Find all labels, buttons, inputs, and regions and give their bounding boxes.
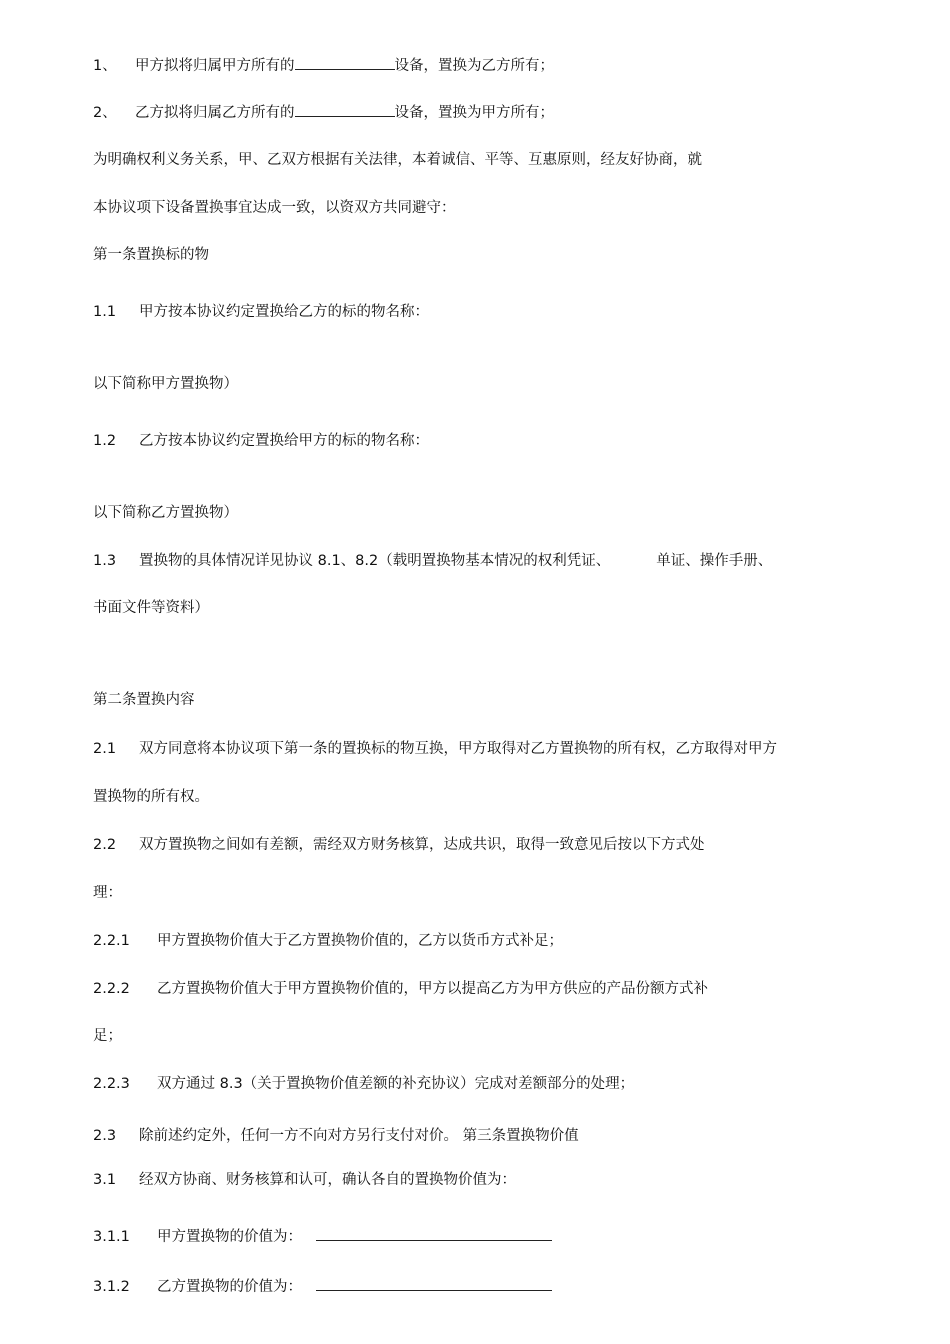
clause-text-post: 设备，置换为乙方所有； [394, 58, 554, 74]
section-number: 3.1.2 [93, 1279, 130, 1295]
clause-number: 1、 [93, 58, 117, 74]
value-blank-field[interactable] [316, 1276, 552, 1291]
section-2-3 [93, 1126, 579, 1146]
section-text: 乙方置换物价值大于甲方置换物价值的，甲方以提高乙方为甲方供应的产品份额方式补 [157, 981, 708, 997]
section-2-2 [93, 835, 705, 855]
section-text: 置换物的具体情况详见协议 8.1、8.2（载明置换物基本情况的权利凭证、 [139, 553, 611, 569]
section-text: 乙方按本协议约定置换给甲方的标的物名称： [139, 433, 429, 449]
section-number: 3.1.1 [93, 1229, 130, 1245]
section-number: 2.2 [93, 837, 117, 853]
section-number: 2.2.1 [93, 933, 130, 949]
blank-field[interactable] [295, 55, 395, 70]
section-number: 3.1 [93, 1172, 117, 1188]
article-1-heading: 第一条置换标的物 [93, 247, 209, 263]
section-text: 双方置换物之间如有差额，需经双方财务核算，达成共识，取得一致意见后按以下方式处 [139, 837, 705, 853]
section-text: 甲方按本协议约定置换给乙方的标的物名称： [139, 304, 429, 320]
section-number: 2.1 [93, 741, 117, 757]
blank-field[interactable] [295, 102, 395, 117]
section-2-2-3 [93, 1074, 634, 1094]
section-2-2-2-continuation: 足； [93, 1028, 122, 1044]
section-2-1 [93, 739, 777, 759]
section-number: 2.2.2 [93, 981, 130, 997]
section-2-2-2 [93, 979, 708, 999]
section-number: 1.3 [93, 553, 117, 569]
clause-number: 2、 [93, 105, 117, 121]
section-number: 2.3 [93, 1128, 117, 1144]
section-3-1-2 [93, 1276, 552, 1297]
section-2-2-continuation: 理： [93, 885, 122, 901]
section-text: 经双方协商、财务核算和认可，确认各自的置换物价值为： [139, 1172, 516, 1188]
section-number: 1.2 [93, 433, 117, 449]
section-text: 乙方置换物的价值为： [157, 1279, 302, 1295]
section-text: 甲方置换物的价值为： [157, 1229, 302, 1245]
section-1-1-continuation: 以下简称甲方置换物） [93, 376, 238, 392]
article-2-heading: 第二条置换内容 [93, 692, 195, 708]
section-3-1 [93, 1170, 516, 1190]
section-1-3 [93, 551, 772, 571]
section-2-1-continuation: 置换物的所有权。 [93, 789, 209, 805]
clause-text-post: 设备，置换为甲方所有； [394, 105, 554, 121]
section-text: 除前述约定外，任何一方不向对方另行支付对价。 第三条置换物价值 [139, 1128, 579, 1144]
section-2-2-1 [93, 931, 563, 951]
clause-2 [93, 102, 554, 123]
clause-1 [93, 55, 554, 76]
section-1-2-continuation: 以下简称乙方置换物） [93, 505, 238, 521]
preamble-line-1: 为明确权利义务关系，甲、乙双方根据有关法律，本着诚信、平等、互惠原则，经友好协商，就 [93, 152, 702, 168]
section-number: 1.1 [93, 304, 117, 320]
section-3-1-1 [93, 1226, 552, 1247]
section-text-tail: 单证、操作手册、 [656, 553, 773, 569]
section-text: 甲方置换物价值大于乙方置换物价值的，乙方以货币方式补足； [157, 933, 563, 949]
section-text: 双方同意将本协议项下第一条的置换标的物互换，甲方取得对乙方置换物的所有权，乙方取得对甲方 [139, 741, 777, 757]
clause-text-pre: 甲方拟将归属甲方所有的 [135, 58, 295, 74]
section-1-2 [93, 431, 429, 451]
clause-text-pre: 乙方拟将归属乙方所有的 [135, 105, 295, 121]
section-1-3-continuation: 书面文件等资料） [93, 600, 209, 616]
section-1-1 [93, 302, 429, 322]
preamble-line-2: 本协议项下设备置换事宜达成一致，以资双方共同避守： [93, 200, 456, 216]
section-text: 双方通过 8.3（关于置换物价值差额的补充协议）完成对差额部分的处理； [157, 1076, 635, 1092]
section-number: 2.2.3 [93, 1076, 130, 1092]
value-blank-field[interactable] [316, 1226, 552, 1241]
